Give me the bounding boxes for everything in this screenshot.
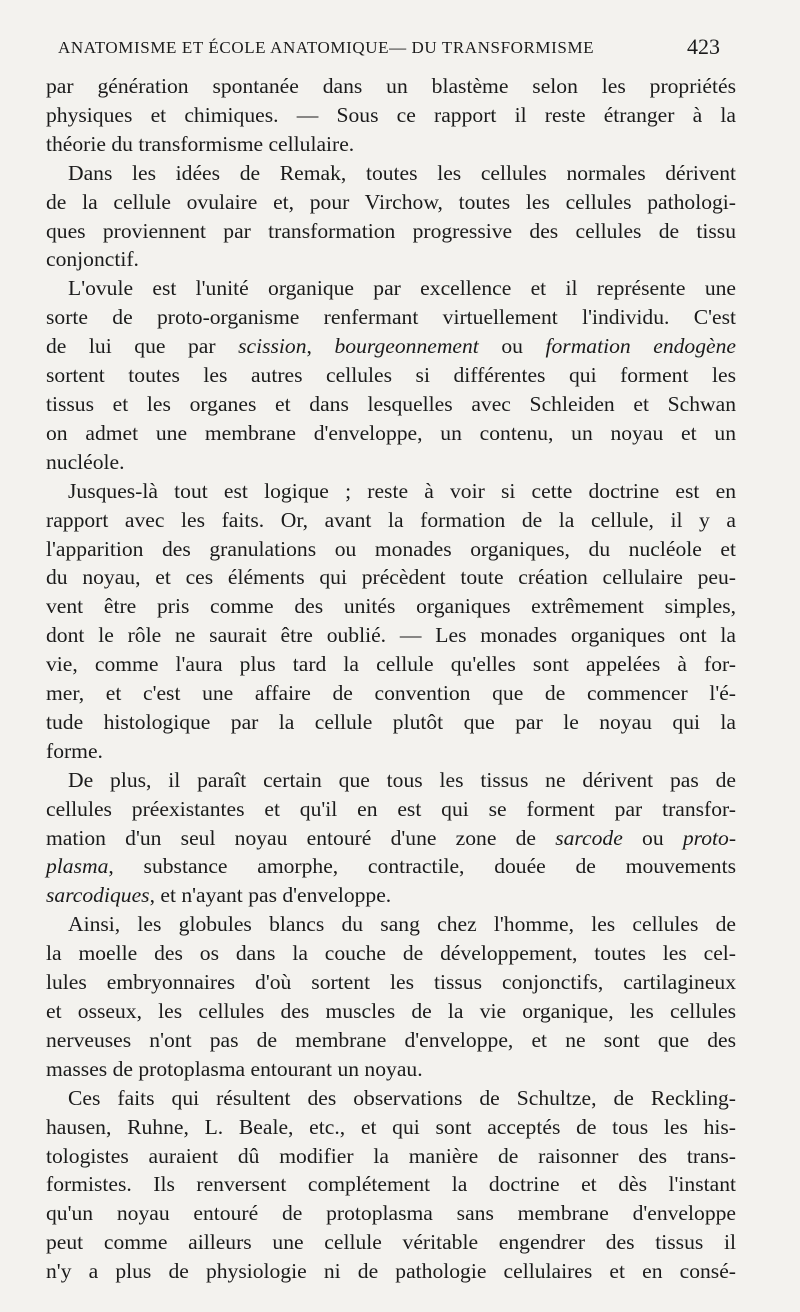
text-line: et osseux, les cellules des muscles de la vie organique, les cellules <box>46 999 736 1023</box>
text-line: sorte de proto-organisme renfermant virtuellement l'individu. C'est <box>46 305 736 330</box>
text-line: forme. <box>46 738 103 763</box>
text-line: masses de protoplasma entourant un noyau. <box>46 1056 423 1081</box>
text-line: nucléole. <box>46 449 125 474</box>
text-line: sortent toutes les autres cellules si différentes qui forment les <box>46 363 736 388</box>
text-line: vent être pris comme des unités organiques extrêmement simples, <box>46 594 736 619</box>
text-line: Ainsi, les globules blancs du sang chez l'homme, les cellules de <box>68 912 736 937</box>
paragraph-6 <box>46 910 736 1083</box>
text-line: tude histologique par la cellule plutôt que par le noyau qui la <box>46 709 736 734</box>
text-line: nerveuses n'ont pas de membrane d'enveloppe, et ne sont que des <box>46 1027 736 1052</box>
paragraph-2 <box>46 159 736 275</box>
text-line: physiques et chimiques. — Sous ce rapport il reste étranger à la <box>46 102 736 127</box>
paragraph-1 <box>46 72 736 159</box>
running-head: ANATOMISME ET ÉCOLE ANATOMIQUE— DU TRANSFORMISME <box>58 38 595 57</box>
text-line: lules embryonnaires d'où sortent les tissus conjonctifs, cartilagineux <box>46 970 736 995</box>
page-header <box>58 36 720 66</box>
text-line: on admet une membrane d'enveloppe, un contenu, un noyau et un <box>46 420 736 445</box>
text-line: l'apparition des granulations ou monades organiques, du nucléole et <box>46 536 736 561</box>
text-line: la moelle des os dans la couche de développement, toutes les cel- <box>46 941 736 966</box>
body-text <box>46 72 736 1286</box>
text-line-italic: sarcodiques, et n'ayant pas d'enveloppe. <box>46 883 392 908</box>
text-line-italic: mation d'un seul noyau entouré d'une zone de sarcode ou proto- <box>46 825 737 850</box>
text-line: n'y a plus de physiologie ni de pathologie cellulaires et en consé- <box>46 1259 736 1284</box>
text-line: hausen, Ruhne, L. Beale, etc., et qui sont acceptés de tous les his- <box>46 1114 736 1139</box>
text-line: ques proviennent par transformation progressive des cellules de tissu <box>46 218 736 243</box>
text-line: tissus et les organes et dans lesquelles avec Schleiden et Schwan <box>46 391 736 416</box>
text-line: du noyau, et ces éléments qui précèdent toute création cellulaire peu- <box>46 565 736 590</box>
text-line: mer, et c'est une affaire de convention que de commencer l'é- <box>46 681 736 706</box>
text-line: Dans les idées de Remak, toutes les cellules normales dérivent <box>68 160 736 185</box>
text-line: théorie du transformisme cellulaire. <box>46 131 355 156</box>
text-line: De plus, il paraît certain que tous les tissus ne dérivent pas de <box>68 767 736 792</box>
text-line: conjonctif. <box>46 247 139 272</box>
text-line-italic: plasma, substance amorphe, contractile, douée de mouvements <box>46 854 736 879</box>
text-line: formistes. Ils renversent complétement la doctrine et dès l'instant <box>46 1172 736 1197</box>
text-line: tologistes auraient dû modifier la manière de raisonner des trans- <box>46 1143 736 1168</box>
text-line: Ces faits qui résultent des observations de Schultze, de Reckling- <box>68 1085 736 1110</box>
text-line: par génération spontanée dans un blastème selon les propriétés <box>46 74 736 98</box>
text-line: Jusques-là tout est logique ; reste à voir si cette doctrine est en <box>68 478 736 503</box>
text-line-italic: de lui que par scission, bourgeonnement ou formation endogène <box>46 334 736 359</box>
text-line: vie, comme l'aura plus tard la cellule qu'elles sont appelées à for- <box>46 652 736 677</box>
paragraph-4 <box>46 477 736 766</box>
text-line: L'ovule est l'unité organique par excellence et il représente une <box>68 276 736 301</box>
text-line: qu'un noyau entouré de protoplasma sans membrane d'enveloppe <box>46 1201 736 1226</box>
text-line: dont le rôle ne saurait être oublié. — Les monades organiques ont la <box>46 623 736 648</box>
text-line: peut comme ailleurs une cellule véritable engendrer des tissus il <box>46 1230 736 1255</box>
text-line: cellules préexistantes et qu'il en est qui se forment par transfor- <box>46 796 736 821</box>
paragraph-5 <box>46 766 736 911</box>
paragraph-3 <box>46 274 736 476</box>
page-number: 423 <box>687 34 720 59</box>
text-line: rapport avec les faits. Or, avant la formation de la cellule, il y a <box>46 507 736 532</box>
paragraph-7 <box>46 1084 736 1286</box>
text-line: de la cellule ovulaire et, pour Virchow, toutes les cellules pathologi- <box>46 189 736 214</box>
